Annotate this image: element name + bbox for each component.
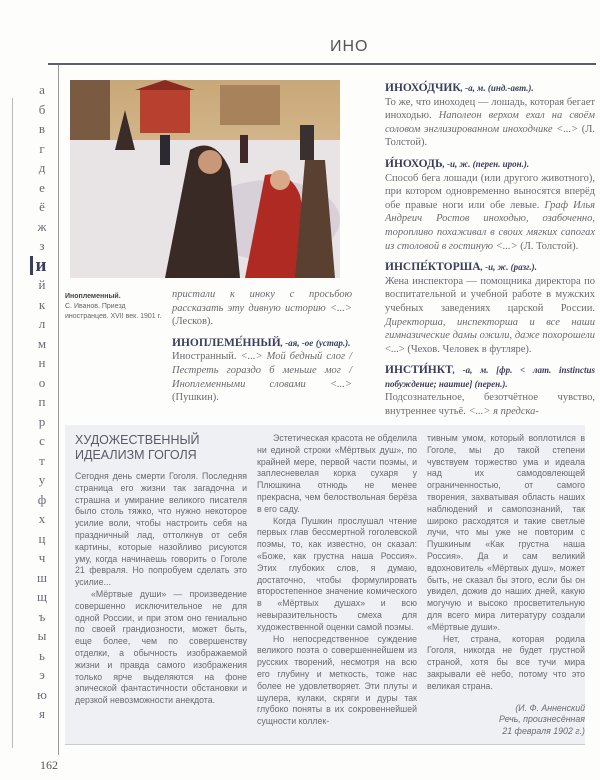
entry-source: (Пушкин). [172,392,219,404]
paragraph: Но непосредственное суждение великого поэта о совершеннейшем из русских творений, несмотря на всю его глубину и меткость, тоже нас более не удовлетворяет. Эти плуты и шулера, кулаки, скряги и дуры так глубоко поняты в их сокровеннейшей сущности коллек- [257,633,417,727]
alphabet-letter[interactable]: б [38,101,46,117]
right-entries [385,82,595,427]
signature-line: Речь, произнесённая [498,714,585,725]
definition: Иностранный. [172,351,241,363]
alphabet-divider [58,65,59,755]
alphabet-letter[interactable]: н [38,355,46,370]
paragraph: Сегодня день смерти Гоголя. Последняя страница его жизни так загадочна и страшна и умирание великого писателя было столь тяжко, что нужно некоторое усилие воли, чтобы настроить себя на праздничный лад, оттолкнув от себя картины, которые назойливо рисуются уму, когда начинаешь говорить о Гоголе 21 февраля. Но попробуем сделать это усилие... [75,471,247,588]
entry-continuation: пристали к иноку с просьбою рассказать эту дивную историю <...> [172,289,352,314]
definition: Способ бега лошади (или другого животного), при котором одновременно выносятся вперёд обе правые ноги или обе левые. [385,172,595,211]
paragraph: Эстетическая красота не обделила ни единой строки «Мёртвых душ», по крайней мере, первой части поэмы, и заплесневелая корка сухаря у Плюшкина отнюдь не менее прекрасна, чем белоствольная берёза в его саду. [257,433,417,514]
headword: ИНОПЛЕМЕ́ННЫЙ [172,336,281,349]
alphabet-letter[interactable]: в [38,121,46,136]
alphabet-letter[interactable]: ы [37,628,47,643]
alphabet-letter[interactable]: с [39,433,45,448]
essay-column-3 [427,433,585,738]
alphabet-letter[interactable]: л [38,316,46,331]
grammar: , -ая, -ое [280,337,314,348]
alphabet-letter[interactable]: и [30,256,47,276]
alphabet-letter[interactable]: к [38,296,46,312]
quote: Директорша, инспекторша и все наши гимназические дамы ожили, даже похорошели [385,316,595,342]
alphabet-letter[interactable]: ь [39,647,45,663]
dictionary-entry [385,158,595,253]
left-entries [172,288,352,413]
essay-column-2 [257,433,417,728]
dictionary-entry [385,261,595,356]
alphabet-letter[interactable]: д [38,160,46,175]
essay-column-1 [75,433,247,707]
alphabet-letter[interactable]: щ [36,589,47,604]
alphabet-letter[interactable]: т [39,452,45,468]
caption-title: Иноплеменный. [65,293,121,300]
alphabet-letter[interactable]: ъ [38,608,46,624]
alphabet-letter[interactable]: р [38,413,46,429]
alphabet-letter[interactable]: з [39,238,45,253]
quote: <...> я предска- [468,406,539,418]
grammar: , -и, ж. (разг.). [480,262,537,273]
grammar-label: (устар.). [315,337,351,348]
alphabet-letter[interactable]: г [39,140,45,156]
alphabet-letter[interactable]: й [38,277,46,292]
alphabet-letter[interactable]: ч [38,550,46,565]
alphabet-letter[interactable]: п [38,394,46,409]
alphabet-letter[interactable]: о [38,374,46,390]
signature-line: (И. Ф. Анненский [515,702,585,713]
alphabet-letter[interactable]: у [38,472,46,487]
running-head: ИНО [330,38,369,55]
header-rule [48,63,596,65]
grammar: , -и, ж. (перен. ирон.). [442,158,530,169]
sidebar-essay-box [65,425,585,745]
dictionary-entry [385,82,595,150]
alphabet-index [28,80,56,724]
alphabet-letter[interactable]: х [38,511,46,526]
alphabet-letter[interactable]: ф [37,491,47,507]
alphabet-letter[interactable]: ш [36,569,47,585]
alphabet-letter[interactable]: м [37,335,47,351]
grammar: , -а, м. [фр. < лат. instinctus побуждение; наитие] (перен.). [385,365,595,389]
quote: <...> Мой бедный слог / Пестреть гораздо б меньше мог / Иноплеменными словами <...> [172,351,352,390]
image-caption [65,292,163,322]
margin-line [12,98,13,748]
quote: Граф Илья Андреич Ростов иноходью, озабоченно, торопливо похаживал в своих мягких сапогах из столовой в гостиную <...> [385,199,595,252]
dictionary-entry [172,337,352,405]
entry-source: (Л. Толстой). [517,240,579,252]
alphabet-letter[interactable]: ж [37,218,47,234]
headword: И́НОХОДЬ [385,157,443,170]
entry-source: (Л. Толстой). [385,123,595,149]
paragraph: Нет, страна, которая родила Гоголя, никогда не будет грустной страной, хотя бы все тучи мира закрывали её небо, потому что это великая страна. [427,633,585,691]
paragraph: тивным умом, который воплотился в Гоголе, мы до такой степени чувствуем торжество ума и идеала над их самодовлеющей ограниченностью, от самого творения, захватывая область наших наблюдений и самопознаний, так широко расходятся и такие светлые лучи, что мы уже не повторим с Пушкиным «Как грустна наша Россия». Да и сам великий вдохновитель «Мёртвых душ», может быть, не сказал бы этого, если бы он увидел, дожив до наших дней, какую могучую и высоко просветительную для всего мира литературу создали «Мёртвые души». [427,433,585,632]
entry-source: (Лесков). [172,316,214,328]
entry-source: <...> (Чехов. Человек в футляре). [385,343,532,355]
definition: Подсознательное, безотчётное чувство, внутреннее чутьё. [385,392,595,418]
essay-signature [427,703,585,738]
quote: Наполеон верхом ехал на своём соловом энглизированном иноходчике <...> [385,110,596,135]
grammar: , -а, м. (инд.-авт.). [460,83,534,93]
alphabet-letter[interactable]: ё [39,199,45,214]
caption-text: С. Иванов. Приезд иностранцев. XVII век. 1901 г. [65,303,162,320]
painting-illustration [70,80,340,278]
alphabet-letter[interactable]: э [39,667,45,682]
alphabet-letter[interactable]: я [39,706,45,721]
headword: ИНСТИ́НКТ [385,364,453,377]
page-number: 162 [40,758,58,772]
paragraph: «Мёртвые души» — произведение совершенно исключительное не для одной России, и при этом оно гениально по своей грандиозности, может быть, еще более, чем по совершенству отделки, а обычность изображаемой жизни и правда самого изображения только ярче выделяются на фоне эпической фантастичности обстановки и дерзкой невозможности анекдота. [75,588,247,706]
headword: ИНОХО́ДЧИК [385,82,461,94]
alphabet-letter[interactable]: ю [37,686,47,702]
paragraph: Когда Пушкин прослушал чтение первых глав бессмертной гоголевской поэмы, то, как известно, он сказал: «Боже, как грустна наша Россия». Этих глубоких слов, я думаю, достаточно, чтобы формулировать второстепенное значение комического в «Мёртвых душах» и всю невыразительность смеха для художественной оценки самой поэмы. [257,515,417,632]
signature-line: 21 февраля 1902 г.) [502,726,585,737]
definition: Жена инспектора — помощника директора по воспитательной и учебной работе в мужских учебных заведениях царской России. [385,275,595,314]
essay-title: ХУДОЖЕСТВЕННЫЙ ИДЕАЛИЗМ ГОГОЛЯ [75,433,200,462]
headword: ИНСПЕ́КТОРША [385,261,481,274]
dictionary-entry [385,364,595,418]
alphabet-letter[interactable]: ц [38,530,46,546]
alphabet-letter[interactable]: а [39,82,45,97]
alphabet-letter[interactable]: е [39,179,45,195]
definition: То же, что иноходец — лошадь, которая бегает иноходью. [385,96,595,122]
